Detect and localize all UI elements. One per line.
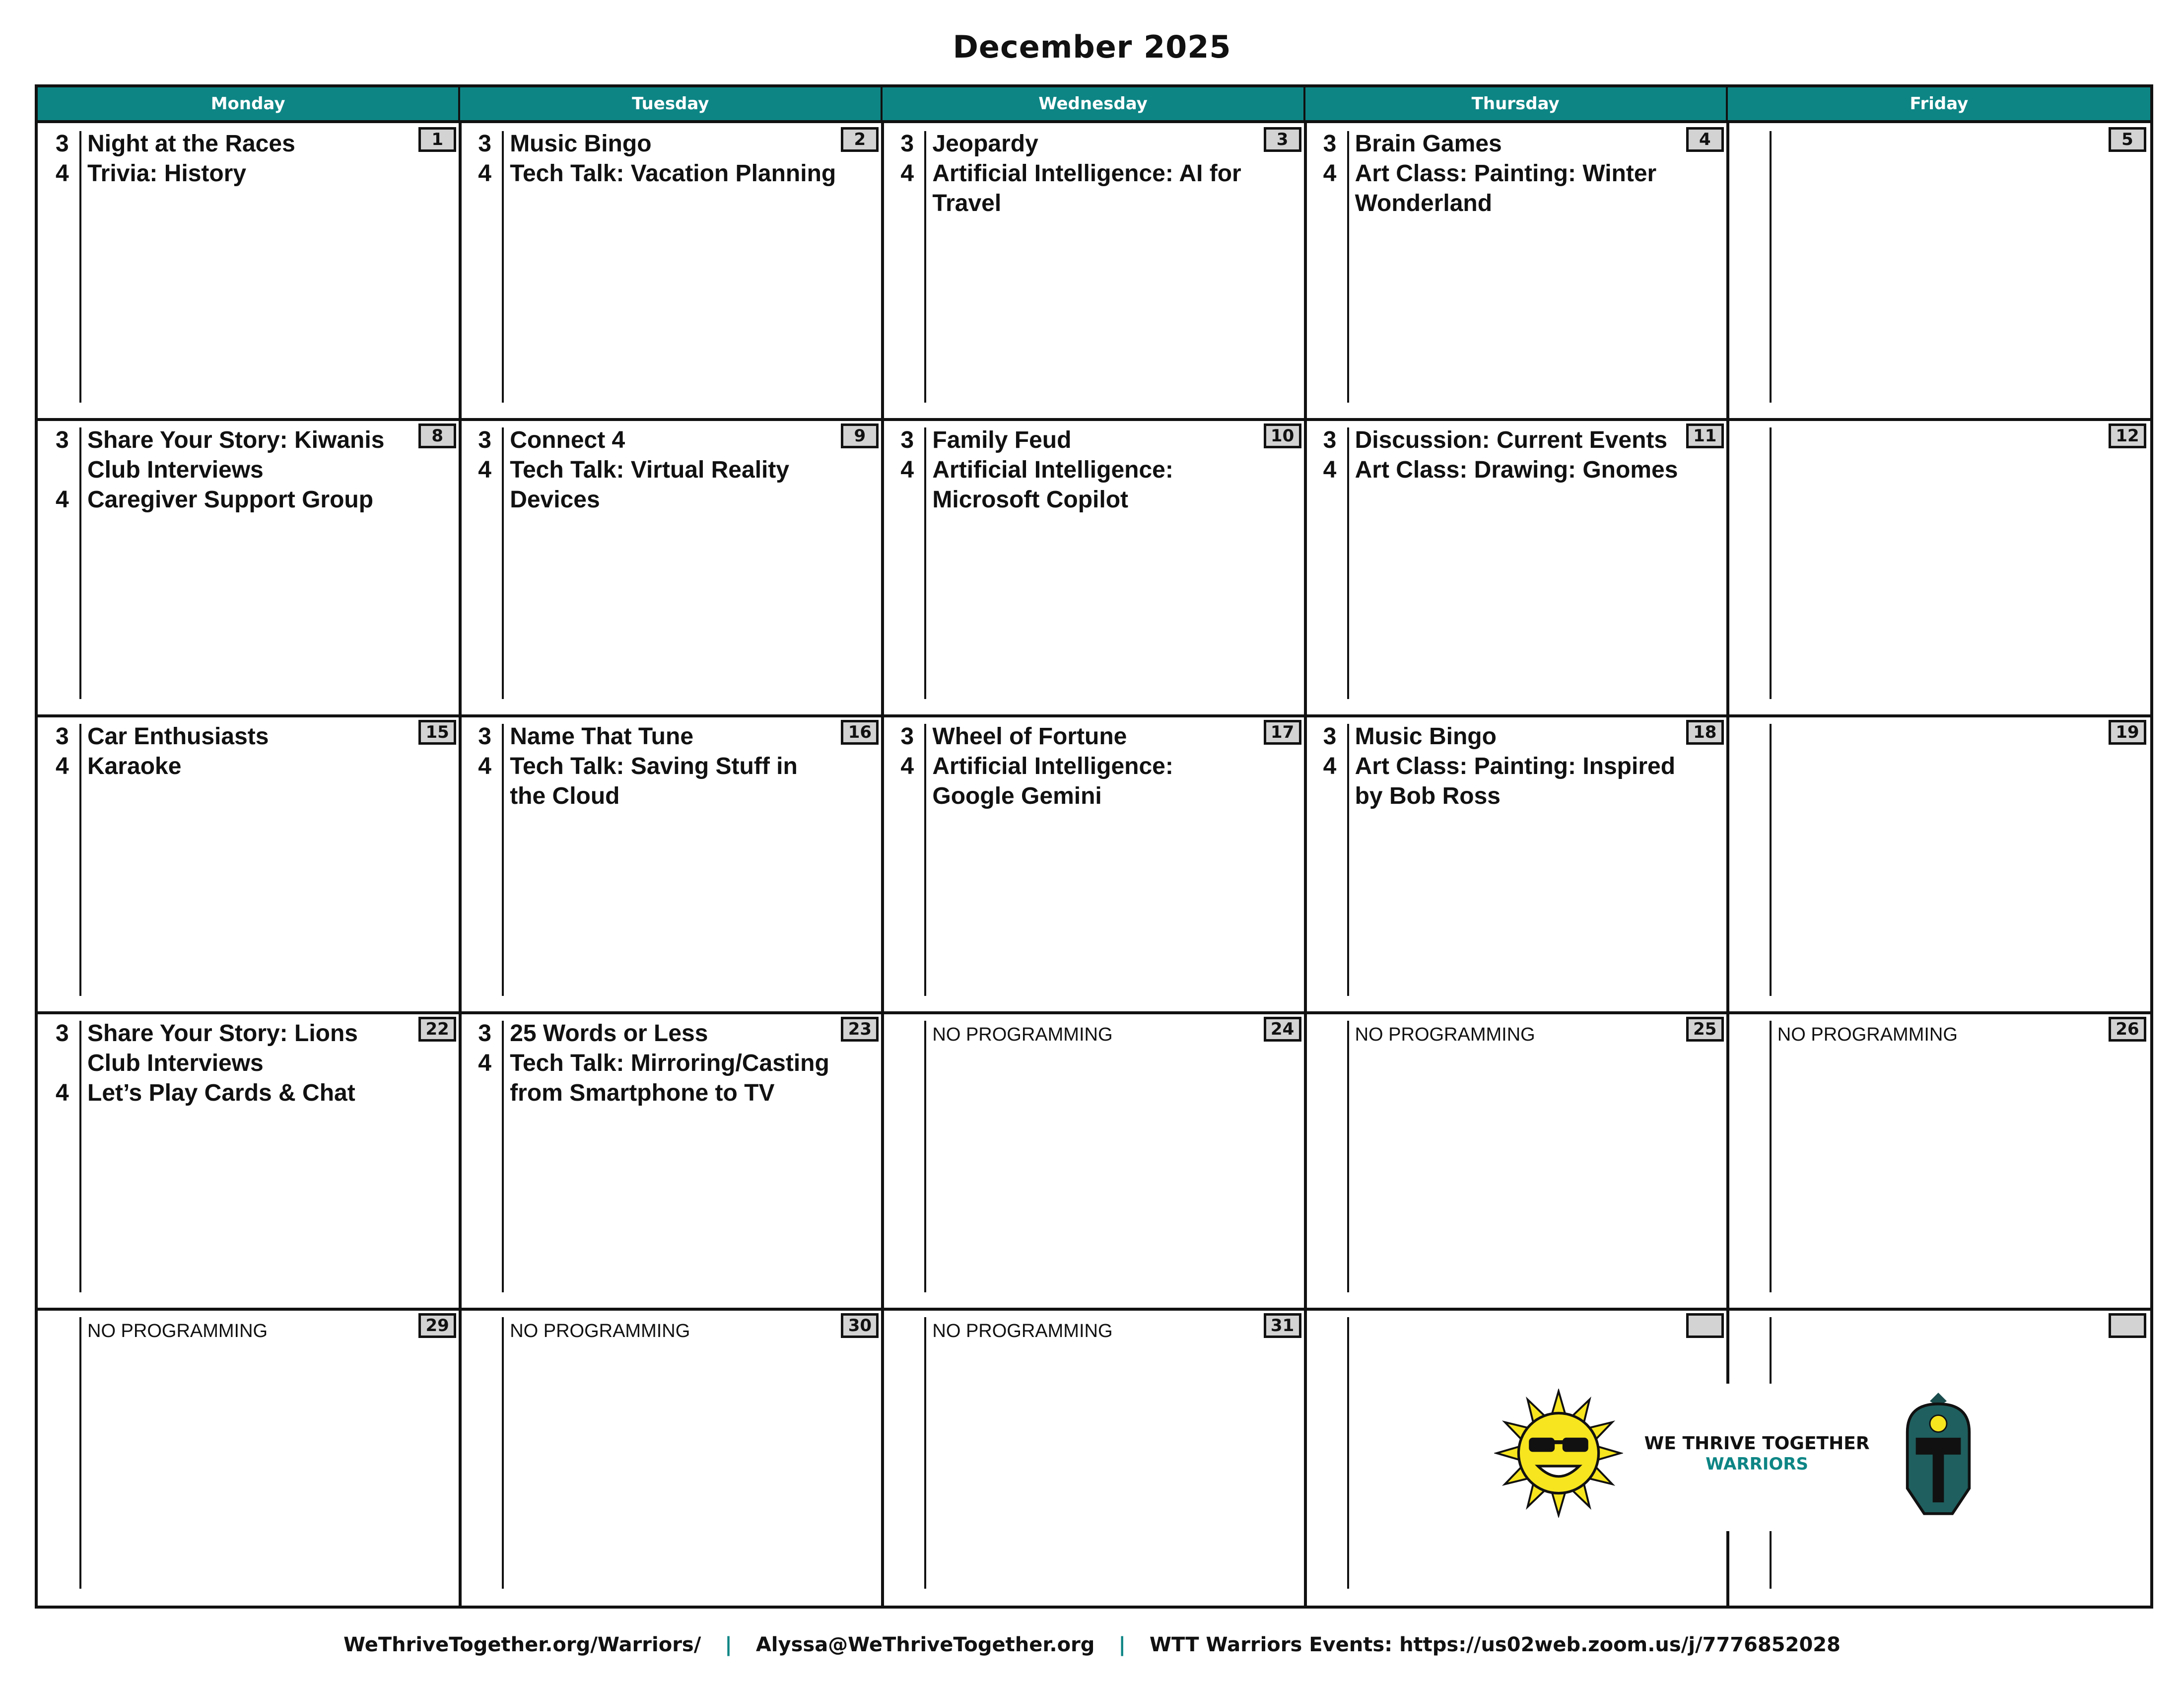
day-number-badge: 23	[841, 1017, 879, 1042]
event-title[interactable]: Share Your Story: Kiwanis Club Interviews	[87, 427, 385, 484]
footer-website-link[interactable]: WeThriveTogether.org/Warriors/	[343, 1633, 701, 1656]
time-divider-line	[1347, 427, 1349, 699]
day-cell[interactable]	[460, 420, 883, 716]
day-number-badge: 31	[1264, 1313, 1301, 1338]
footer-separator: |	[725, 1633, 732, 1656]
time-divider-line	[1770, 724, 1772, 995]
day-cell[interactable]	[883, 123, 1305, 420]
day-number-badge: 12	[2109, 423, 2146, 448]
day-header-monday: Monday	[38, 87, 460, 120]
day-cell[interactable]	[38, 1309, 460, 1606]
event-title[interactable]: Music Bingo	[510, 131, 652, 157]
day-cell[interactable]	[883, 716, 1305, 1012]
event-hour: 3	[900, 427, 914, 454]
no-programming-note: NO PROGRAMMING	[932, 1320, 1113, 1341]
time-divider-line	[1770, 1021, 1772, 1292]
day-cell[interactable]	[883, 1309, 1305, 1606]
footer-separator: |	[1118, 1633, 1126, 1656]
event-title[interactable]: 25 Words or Less	[510, 1020, 708, 1047]
event-hour: 3	[900, 723, 914, 750]
day-cell[interactable]	[883, 1013, 1305, 1309]
day-cell[interactable]	[460, 123, 883, 420]
time-divider-line	[1347, 131, 1349, 403]
day-number-badge: 11	[1686, 423, 1724, 448]
no-programming-note: NO PROGRAMMING	[510, 1320, 690, 1341]
time-divider-line	[502, 1021, 504, 1292]
day-number-badge: 16	[841, 720, 879, 745]
footer-email-link[interactable]: Alyssa@WeThriveTogether.org	[755, 1633, 1095, 1656]
day-cell[interactable]	[1728, 716, 2150, 1012]
day-cell[interactable]	[460, 1309, 883, 1606]
event-hour: 4	[1323, 160, 1337, 187]
calendar-grid	[35, 84, 2153, 1609]
day-number-badge: 9	[841, 423, 879, 448]
day-cell[interactable]	[1305, 1013, 1728, 1309]
day-cell[interactable]	[1728, 1013, 2150, 1309]
time-divider-line	[79, 724, 81, 995]
event-hour: 4	[478, 753, 491, 780]
time-divider-line	[1347, 1317, 1349, 1589]
event-title[interactable]: Let’s Play Cards & Chat	[87, 1079, 355, 1106]
event-hour: 3	[478, 1020, 491, 1047]
day-number-badge: 22	[418, 1017, 456, 1042]
event-hour: 3	[56, 1020, 69, 1047]
day-cell[interactable]	[1305, 716, 1728, 1012]
day-number-badge: 4	[1686, 127, 1724, 152]
event-hour: 3	[1323, 723, 1337, 750]
event-hour: 3	[1323, 427, 1337, 454]
day-cell[interactable]	[1305, 420, 1728, 716]
day-number-badge: 19	[2109, 720, 2146, 745]
day-number-badge: 29	[418, 1313, 456, 1338]
footer-zoom-link[interactable]: WTT Warriors Events: https://us02web.zoom.us/j/7776852028	[1149, 1633, 1841, 1656]
event-title[interactable]: Name That Tune	[510, 723, 694, 750]
day-cell[interactable]	[38, 123, 460, 420]
no-programming-note: NO PROGRAMMING	[87, 1320, 268, 1341]
no-programming-note: NO PROGRAMMING	[932, 1024, 1113, 1045]
day-cell[interactable]	[38, 420, 460, 716]
event-hour: 4	[478, 457, 491, 484]
event-title[interactable]: Trivia: History	[87, 160, 247, 187]
event-title[interactable]: Share Your Story: Lions Club Interviews	[87, 1020, 358, 1076]
event-title[interactable]: Music Bingo	[1355, 723, 1497, 750]
time-divider-line	[924, 131, 926, 403]
event-hour: 4	[900, 457, 914, 484]
event-hour: 4	[1323, 753, 1337, 780]
event-title[interactable]: Night at the Races	[87, 131, 295, 157]
time-divider-line	[1770, 131, 1772, 403]
day-number-badge: 30	[841, 1313, 879, 1338]
event-hour: 3	[478, 131, 491, 157]
no-programming-note: NO PROGRAMMING	[1777, 1024, 1958, 1045]
time-divider-line	[924, 1317, 926, 1589]
day-number-badge: 3	[1264, 127, 1301, 152]
day-number-badge: 18	[1686, 720, 1724, 745]
day-header-tuesday: Tuesday	[460, 87, 883, 120]
day-number-badge: 1	[418, 127, 456, 152]
event-hour: 3	[56, 427, 69, 454]
day-header-thursday: Thursday	[1305, 87, 1728, 120]
time-divider-line	[1347, 1021, 1349, 1292]
event-title[interactable]: Art Class: Drawing: Gnomes	[1355, 457, 1678, 484]
day-number-badge: 17	[1264, 720, 1301, 745]
event-hour: 4	[56, 1079, 69, 1106]
day-cell[interactable]	[1728, 420, 2150, 716]
day-number-badge: 25	[1686, 1017, 1724, 1042]
event-title[interactable]: Brain Games	[1355, 131, 1502, 157]
event-hour: 3	[478, 723, 491, 750]
event-title[interactable]: Karaoke	[87, 753, 182, 780]
footer	[0, 1633, 2184, 1656]
time-divider-line	[1770, 427, 1772, 699]
event-title[interactable]: Jeopardy	[932, 131, 1038, 157]
time-divider-line	[79, 1317, 81, 1589]
event-hour: 3	[56, 131, 69, 157]
time-divider-line	[502, 131, 504, 403]
day-number-badge: 24	[1264, 1017, 1301, 1042]
time-divider-line	[502, 724, 504, 995]
calendar-title: December 2025	[953, 29, 1231, 65]
time-divider-line	[502, 1317, 504, 1589]
event-hour: 3	[478, 427, 491, 454]
time-divider-line	[1347, 724, 1349, 995]
event-title[interactable]: Tech Talk: Saving Stuff in the Cloud	[510, 753, 798, 810]
time-divider-line	[924, 1021, 926, 1292]
event-title[interactable]: Caregiver Support Group	[87, 487, 374, 513]
day-cell[interactable]	[883, 420, 1305, 716]
day-header-friday: Friday	[1728, 87, 2150, 120]
event-hour: 4	[56, 160, 69, 187]
event-hour: 4	[56, 753, 69, 780]
day-cell[interactable]	[38, 1013, 460, 1309]
event-title[interactable]: Artificial Intelligence: AI for Travel	[932, 160, 1241, 216]
event-title[interactable]: Art Class: Painting: Inspired by Bob Ross	[1355, 753, 1676, 810]
event-title[interactable]: Art Class: Painting: Winter Wonderland	[1355, 160, 1657, 216]
time-divider-line	[79, 427, 81, 699]
day-number-badge: 5	[2109, 127, 2146, 152]
event-title[interactable]: Wheel of Fortune	[932, 723, 1127, 750]
day-cell[interactable]	[460, 1013, 883, 1309]
day-number-badge	[2109, 1313, 2146, 1338]
event-title[interactable]: Tech Talk: Virtual Reality Devices	[510, 457, 790, 513]
event-hour: 4	[478, 160, 491, 187]
event-title[interactable]: Artificial Intelligence: Google Gemini	[932, 753, 1173, 810]
day-cell[interactable]	[1728, 123, 2150, 420]
day-cell[interactable]	[460, 716, 883, 1012]
event-hour: 3	[1323, 131, 1337, 157]
event-hour: 4	[56, 487, 69, 513]
time-divider-line	[502, 427, 504, 699]
sun-mascot-icon	[1494, 1389, 1623, 1518]
event-hour: 3	[900, 131, 914, 157]
event-hour: 3	[56, 723, 69, 750]
warrior-helmet-icon	[1896, 1389, 1980, 1518]
day-header-wednesday: Wednesday	[883, 87, 1305, 120]
event-title[interactable]: Discussion: Current Events	[1355, 427, 1668, 454]
day-number-badge: 2	[841, 127, 879, 152]
event-title[interactable]: Connect 4	[510, 427, 625, 454]
event-hour: 4	[478, 1050, 491, 1076]
time-divider-line	[924, 427, 926, 699]
day-number-badge: 10	[1264, 423, 1301, 448]
event-title[interactable]: Tech Talk: Vacation Planning	[510, 160, 836, 187]
day-number-badge: 15	[418, 720, 456, 745]
event-title[interactable]: Tech Talk: Mirroring/Casting from Smartphone to TV	[510, 1050, 829, 1106]
day-cell[interactable]	[38, 716, 460, 1012]
event-title[interactable]: Artificial Intelligence: Microsoft Copilot	[932, 457, 1173, 513]
no-programming-note: NO PROGRAMMING	[1355, 1024, 1535, 1045]
day-number-badge: 26	[2109, 1017, 2146, 1042]
brand-name-line1: WE THRIVE TOGETHER	[1644, 1433, 1870, 1454]
time-divider-line	[79, 131, 81, 403]
day-number-badge: 8	[418, 423, 456, 448]
day-cell[interactable]	[1305, 123, 1728, 420]
day-number-badge	[1686, 1313, 1724, 1338]
event-hour: 4	[900, 160, 914, 187]
event-hour: 4	[900, 753, 914, 780]
time-divider-line	[924, 724, 926, 995]
event-title[interactable]: Family Feud	[932, 427, 1072, 454]
brand-name-line2: WARRIORS	[1706, 1454, 1809, 1474]
time-divider-line	[79, 1021, 81, 1292]
event-title[interactable]: Car Enthusiasts	[87, 723, 269, 750]
event-hour: 4	[1323, 457, 1337, 484]
